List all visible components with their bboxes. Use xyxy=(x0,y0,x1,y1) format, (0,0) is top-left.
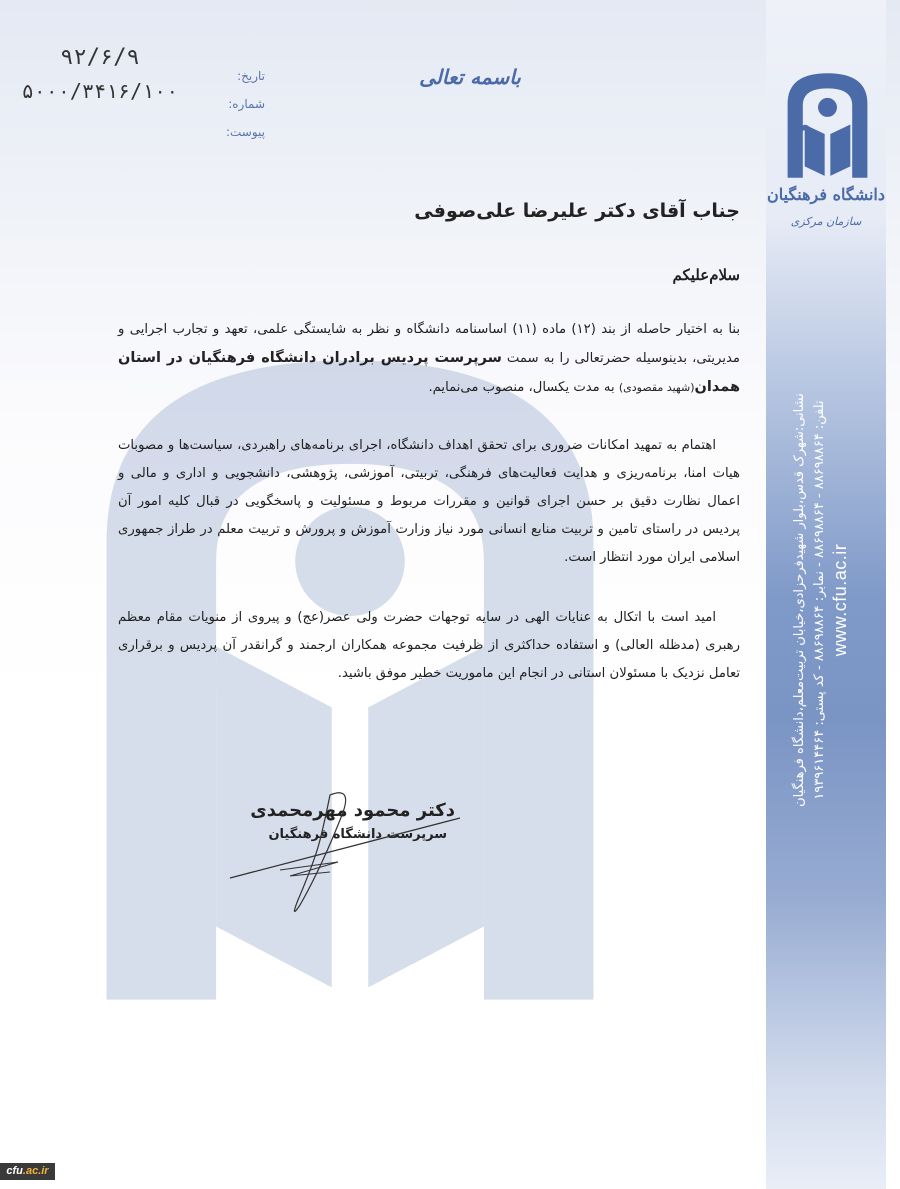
p1-tail: به مدت یکسال، منصوب می‌نمایم. xyxy=(428,380,619,395)
address-text: نشانی:شهرک قدس،بلوار شهیدفرحزادی،خیابان تربیت‌معلم،دانشگاه فرهنگیان xyxy=(792,393,807,807)
paragraph-wishes: امید است با اتکال به عنایات الهی در سایه توجهات حضرت ولی عصر(عج) و پیروی از منویات مقام معظم رهبری (مدظله العالی) و استفاده حداکثری از ظرفیت مجموعه همکاران ارجمند و گرانقدر آن پردیس و برقراری تعامل نزدیک با مسئولان استانی در انجام این ماموریت خطیر موفق باشید. xyxy=(118,610,740,681)
date-value: ۹۲/۶/۹ xyxy=(60,45,140,70)
letter-meta-values xyxy=(10,40,190,106)
contact-text: تلفن: ۸۸۶۹۸۸۶۴ - ۸۸۶۹۸۸۶۴ - نمابر: ۸۸۶۹۸۸۶۴ - کد پستی: ۱۹۳۹۶۱۴۴۶۴ xyxy=(812,400,827,800)
invocation-heading: باسمه تعالی xyxy=(419,65,521,89)
organization-unit: سازمان مرکزی xyxy=(790,215,862,228)
attachment-label: پیوست: xyxy=(225,125,265,139)
letterhead-contact-info xyxy=(790,250,850,950)
number-label: شماره: xyxy=(228,97,265,111)
university-logo-icon xyxy=(780,65,875,185)
signatory-title: سرپرست دانشگاه فرهنگیان xyxy=(268,827,447,842)
paragraph-appointment xyxy=(118,316,740,402)
handwritten-signature-icon xyxy=(220,780,470,930)
greeting: سلام‌علیکم xyxy=(672,266,740,284)
number-value: ۵۰۰۰/۳۴۱۶/۱۰۰ xyxy=(21,79,179,103)
site-watermark-tag xyxy=(0,1163,55,1180)
website-link[interactable]: www.cfu.ac.ir xyxy=(830,543,850,657)
campus-name: (شهید مقصودی) xyxy=(618,381,695,394)
p1-text: بنا به اختیار حاصله از بند (۱۲) ماده (۱۱) اساسنامه دانشگاه و نظر به شایستگی علمی، تعهد و تجارب اجرایی و مدیریتی، بدینوسیله حضرتعالی را به سمت xyxy=(118,322,740,366)
recipient-name: جناب آقای دکتر علیرضا علی‌صوفی xyxy=(414,200,740,222)
paragraph-responsibilities: اهتمام به تمهید امکانات ضروری برای تحقق اهداف دانشگاه، اجرای برنامه‌های راهبردی، سیاست‌ها و مصوبات هیات امنا، برنامه‌ریزی و هدایت فعالیت‌های فرهنگی، تربیتی، آموزشی، پژوهشی، دانشجویی و اداری و مالی و اعمال نظارت دقیق بر حسن اجرای قوانین و مقررات مربوط و مسئولیت و پاسخگویی در قبال کلیه امور آن پردیس در راستای تامین و تربیت منابع انسانی مورد نیاز وزارت آموزش و پرورش و تربیت معلم در طراز جمهوری اسلامی ایران مورد انتظار است. xyxy=(118,438,740,565)
appointment-position: سرپرست پردیس برادران دانشگاه فرهنگیان در استان همدان xyxy=(118,350,740,395)
tag-suffix: .ac.ir xyxy=(22,1165,49,1177)
organization-name: دانشگاه فرهنگیان xyxy=(767,185,885,204)
tag-prefix: cfu xyxy=(6,1165,23,1177)
date-label: تاریخ: xyxy=(237,69,265,83)
signatory-name: دکتر محمود مهرمحمدی xyxy=(250,800,455,821)
letter-meta-labels xyxy=(195,62,265,146)
